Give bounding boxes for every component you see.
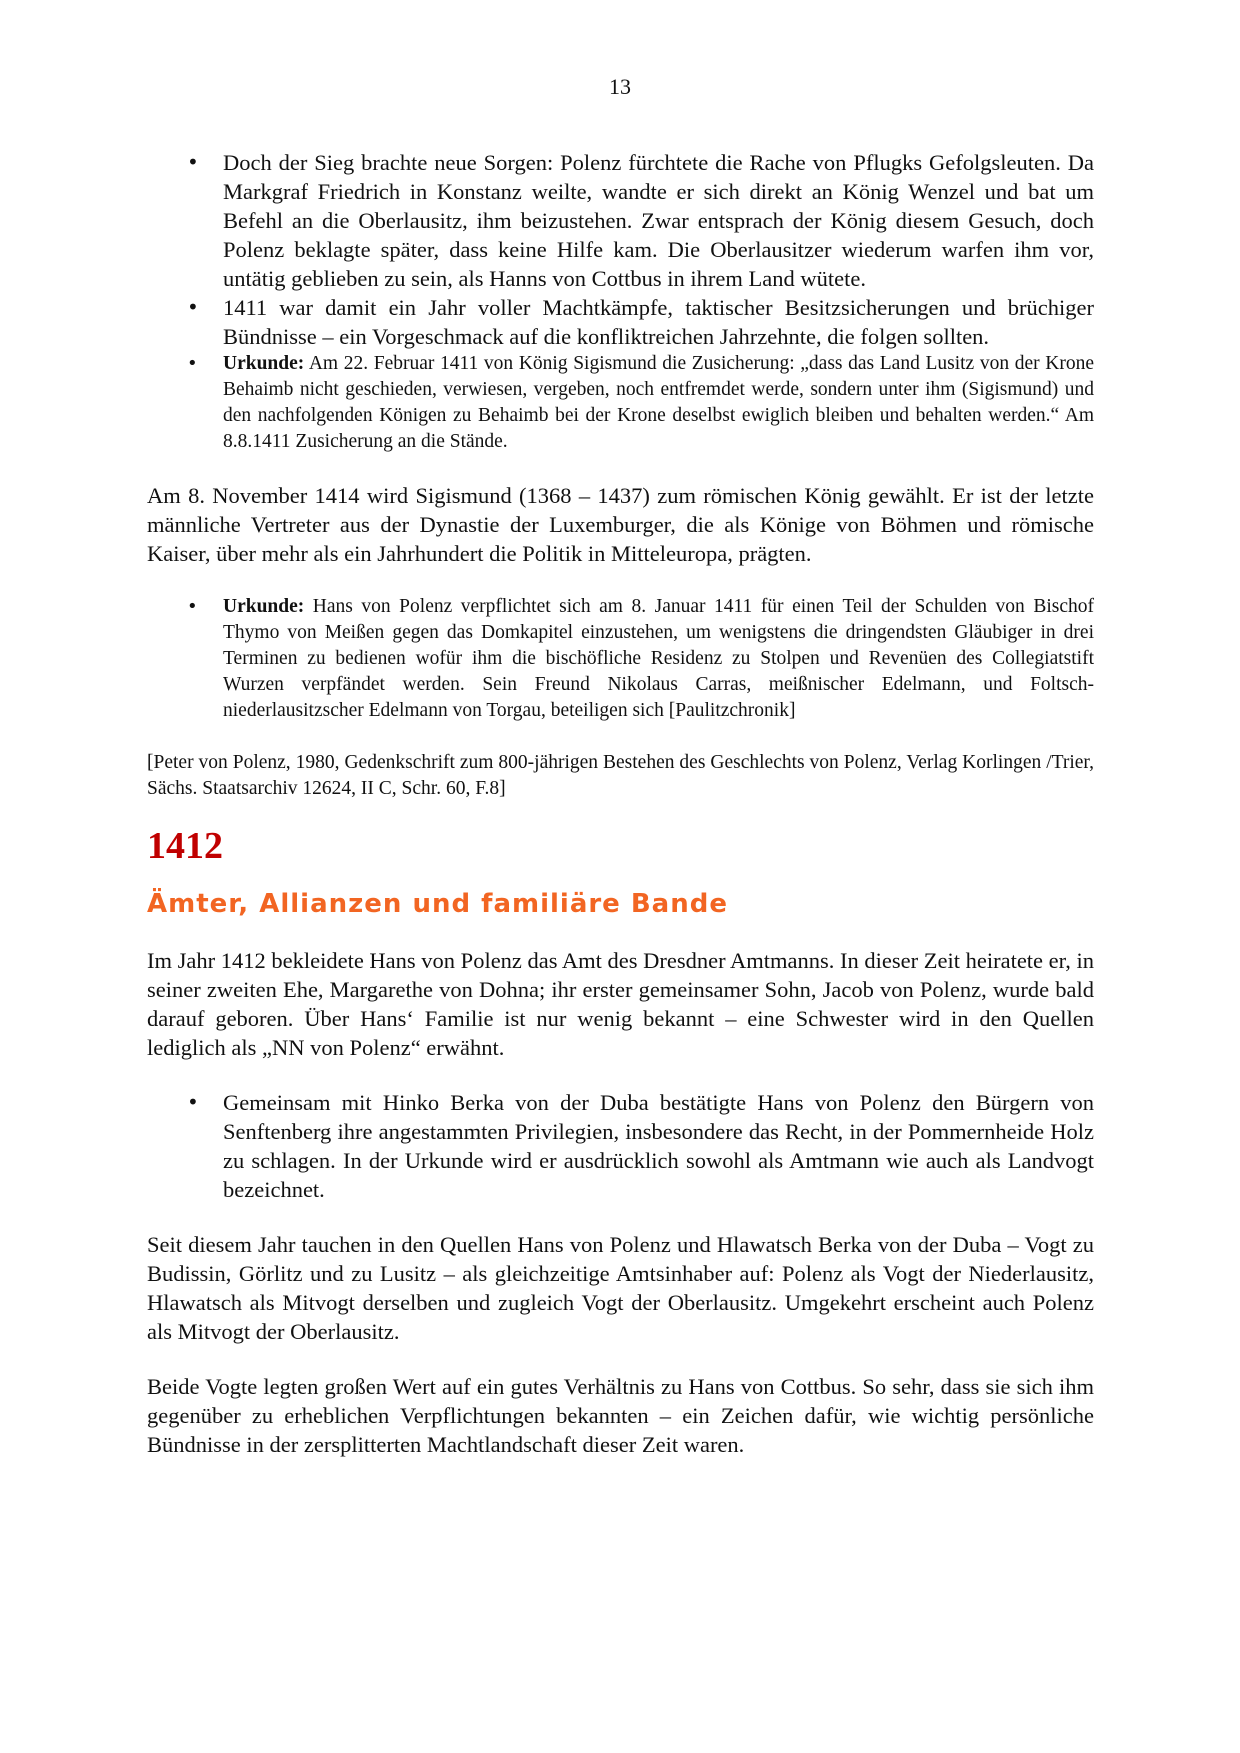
paragraph-1412-intro: Im Jahr 1412 bekleidete Hans von Polenz das Amt des Dresdner Amtmanns. In dieser Zeit heiratete er, in seiner zweiten Ehe, Margarethe von Dohna; ihr erster gemeinsamer Sohn, Jacob von Polenz, wurde bald darauf geboren. Über Hans‘ Familie ist nur wenig bekannt – eine Schwester wird in den Quellen lediglich als „NN von Polenz“ erwähnt. — [147, 948, 1094, 1060]
section-subtitle: Ämter, Allianzen und familiäre Bande — [147, 889, 728, 919]
list-item: • Doch der Sieg brachte neue Sorgen: Polenz fürchtete die Rache von Pflugks Gefolgsleuten. Da Markgraf Friedrich in Konstanz weilte, wandte er sich direkt an König Wenzel und bat um Befehl an die Oberlausitz, ihm beizustehen. Zwar entsprach der König diesem Gesuch, doch Polenz beklagte später, dass keine Hilfe kam. Die Oberlausitzer wiederum warfen ihm vor, untätig geblieben zu sein, als Hanns von Cottbus in ihrem Land wütete. — [223, 148, 1094, 293]
page-number: 13 — [609, 74, 631, 99]
document-body — [147, 148, 1094, 1459]
paragraph-vogte: Seit diesem Jahr tauchen in den Quellen Hans von Polenz und Hlawatsch Berka von der Duba – Vogt zu Budissin, Görlitz und zu Lusitz – als gleichzeitige Amtsinhaber auf: Polenz als Vogt der Niederlausitz, Hlawatsch als Mitvogt derselben und zugleich Vogt der Oberlausitz. Umgekehrt erscheint auch Polenz als Mitvogt der Oberlausitz. — [147, 1232, 1094, 1344]
urkunde-text: Am 22. Februar 1411 von König Sigismund die Zusicherung: „dass das Land Lusitz von der Krone Behaimb nicht geschieden, verwiesen, vergeben, noch entfremdet werde, sondern unter ihm (Sigismund) und den nachfolgenden Königen zu Behaimb bei der Krone deselbst ewiglich bleiben und behalten werden.“ Am 8.8.1411 Zusicherung an die Stände. — [223, 353, 1094, 452]
list-item-urkunde — [223, 594, 1094, 724]
year-heading: 1412 — [147, 825, 223, 867]
paragraph-sigismund: Am 8. November 1414 wird Sigismund (1368 – 1437) zum römischen König gewählt. Er ist der letzte männliche Vertreter aus der Dynastie der Luxemburger, die als Könige von Böhmen und römische Kaiser, über mehr als ein Jahrhundert die Politik in Mitteleuropa, prägten. — [147, 483, 1094, 566]
urkunde-label: Urkunde: — [223, 596, 305, 617]
bullet-list-urkunde — [147, 594, 1094, 724]
list-item-urkunde — [223, 351, 1094, 455]
list-item: • 1411 war damit ein Jahr voller Machtkämpfe, taktischer Besitzsicherungen und brüchiger Bündnisse – ein Vorgeschmack auf die konfliktreichen Jahrzehnte, die folgen sollten. — [223, 293, 1094, 351]
bullet-list-1411 — [147, 148, 1094, 455]
urkunde-label: Urkunde: — [223, 353, 305, 374]
citation: [Peter von Polenz, 1980, Gedenkschrift zum 800-jährigen Bestehen des Geschlechts von Polenz, Verlag Korlingen /Trier, Sächs. Staatsarchiv 12624, II C, Schr. 60, F.8] — [147, 752, 1094, 799]
paragraph-cottbus: Beide Vogte legten großen Wert auf ein gutes Verhältnis zu Hans von Cottbus. So sehr, dass sie sich ihm gegenüber zu erheblichen Verpflichtungen bekannten – ein Zeichen dafür, wie wichtig persönliche Bündnisse in der zersplitterten Machtlandschaft dieser Zeit waren. — [147, 1374, 1094, 1457]
urkunde-text: Hans von Polenz verpflichtet sich am 8. Januar 1411 für einen Teil der Schulden von Bischof Thymo von Meißen gegen das Domkapitel einzustehen, um wenigstens die dringendsten Gläubiger in drei Terminen zu bedienen wofür ihm die bischöfliche Residenz zu Stolpen und Revenüen des Collegiatstift Wurzen verpfändet werden. Sein Freund Nikolaus Carras, meißnischer Edelmann, und Foltsch- niederlausitzscher Edelmann von Torgau, beteiligen sich [Paulitzchronik] — [223, 596, 1094, 721]
bullet-list-1412 — [147, 1088, 1094, 1204]
list-item: • Gemeinsam mit Hinko Berka von der Duba bestätigte Hans von Polenz den Bürgern von Senftenberg ihre angestammten Privilegien, insbesondere das Recht, in der Pommernheide Holz zu schlagen. In der Urkunde wird er ausdrücklich sowohl als Amtmann wie auch als Landvogt bezeichnet. — [223, 1088, 1094, 1204]
